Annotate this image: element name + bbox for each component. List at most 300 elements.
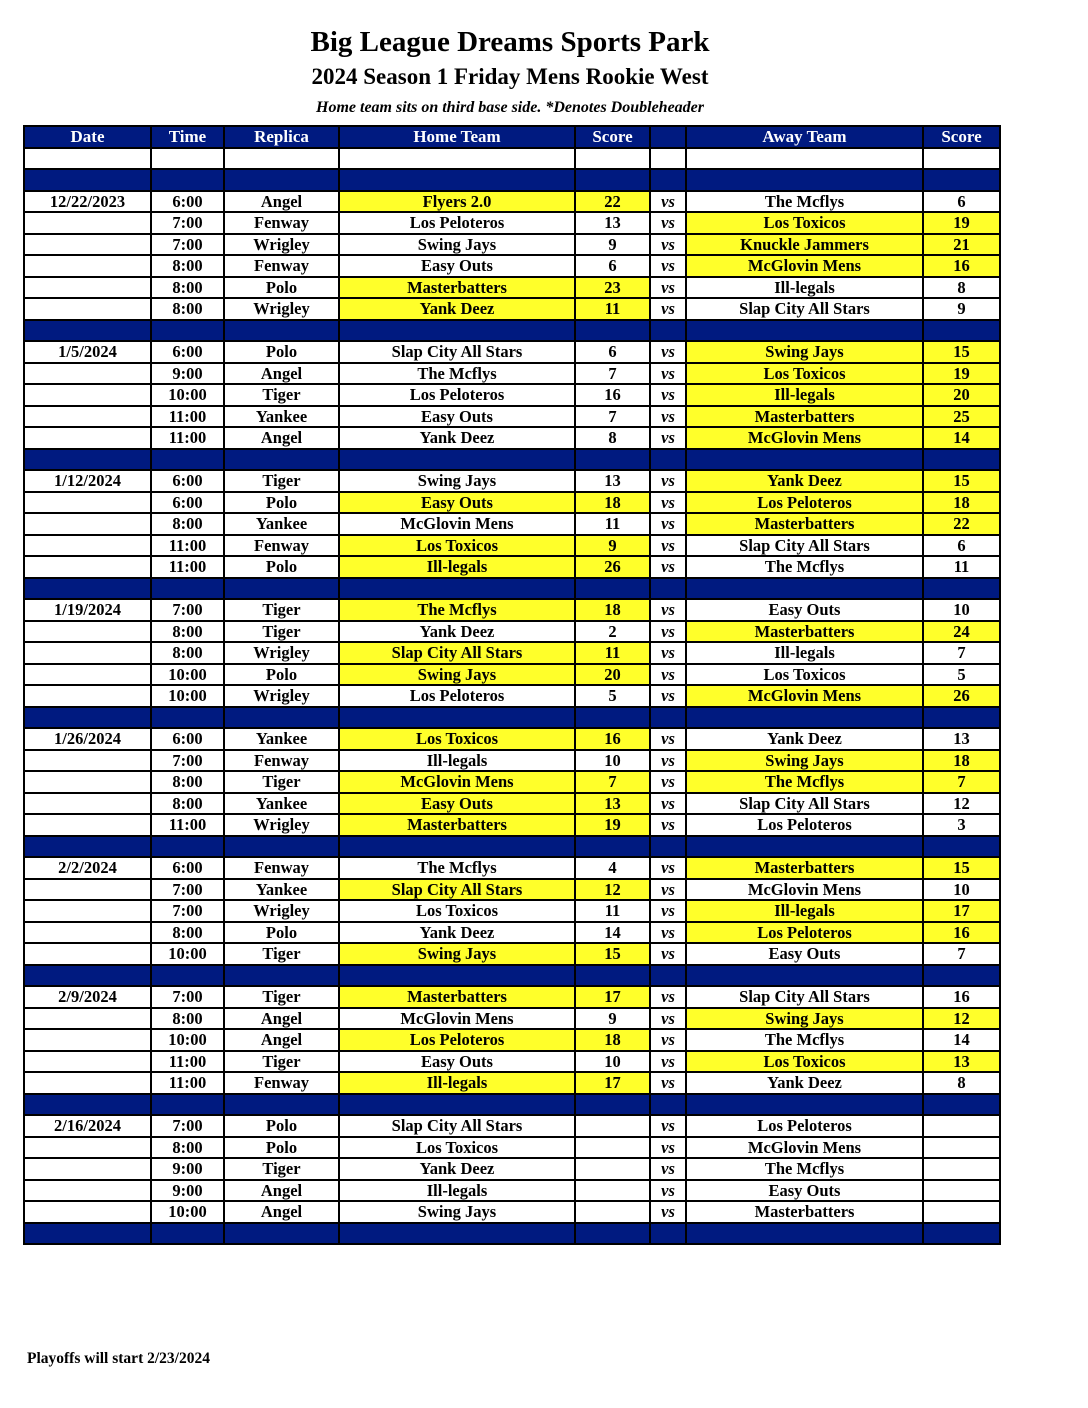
away-team: Slap City All Stars [686,793,923,815]
away-team: Ill-legals [686,642,923,664]
game-replica: Angel [224,1201,339,1223]
week-separator-cell [339,1223,575,1245]
game-replica: Polo [224,277,339,299]
schedule-table [23,125,1001,1245]
game-row [24,212,1000,234]
game-time: 8:00 [151,922,224,944]
game-row [24,750,1000,772]
game-time: 6:00 [151,492,224,514]
game-replica: Yankee [224,513,339,535]
week-separator [24,578,1000,600]
away-score [923,1201,1000,1223]
home-team: Easy Outs [339,492,575,514]
game-time: 9:00 [151,363,224,385]
home-team: The Mcflys [339,363,575,385]
game-row [24,900,1000,922]
away-score [923,1137,1000,1159]
week-separator-cell [575,169,650,191]
game-time: 9:00 [151,1180,224,1202]
home-team: Los Peloteros [339,685,575,707]
away-team: Easy Outs [686,1180,923,1202]
home-team: Flyers 2.0 [339,191,575,213]
week-separator-cell [575,449,650,471]
game-time: 8:00 [151,513,224,535]
game-date [24,1008,151,1030]
away-score: 13 [923,728,1000,750]
vs-label: vs [650,1201,686,1223]
game-replica: Yankee [224,793,339,815]
game-date [24,1029,151,1051]
away-score: 8 [923,1072,1000,1094]
home-score: 7 [575,771,650,793]
game-date [24,1180,151,1202]
game-row [24,535,1000,557]
home-team: Swing Jays [339,234,575,256]
game-date: 12/22/2023 [24,191,151,213]
game-replica: Fenway [224,750,339,772]
vs-label: vs [650,1008,686,1030]
week-separator-cell [24,320,151,342]
week-separator-cell [650,1223,686,1245]
game-date [24,642,151,664]
away-score: 18 [923,492,1000,514]
game-date [24,879,151,901]
game-replica: Tiger [224,384,339,406]
game-row [24,406,1000,428]
game-row [24,922,1000,944]
home-score: 11 [575,900,650,922]
game-date: 1/5/2024 [24,341,151,363]
game-replica: Angel [224,1029,339,1051]
game-row [24,470,1000,492]
away-team: McGlovin Mens [686,255,923,277]
week-separator-cell [224,1223,339,1245]
week-separator-cell [224,320,339,342]
away-score: 15 [923,341,1000,363]
game-time: 10:00 [151,685,224,707]
game-replica: Tiger [224,771,339,793]
week-separator-cell [24,169,151,191]
blank-row-cell [224,148,339,170]
vs-label: vs [650,599,686,621]
home-score: 13 [575,470,650,492]
week-separator-cell [224,1094,339,1116]
week-separator [24,965,1000,987]
week-separator [24,836,1000,858]
week-separator-cell [24,836,151,858]
game-time: 11:00 [151,814,224,836]
home-team: Easy Outs [339,793,575,815]
game-replica: Wrigley [224,900,339,922]
vs-label: vs [650,406,686,428]
home-team: Los Peloteros [339,1029,575,1051]
game-row [24,277,1000,299]
home-score: 8 [575,427,650,449]
home-score: 13 [575,212,650,234]
game-replica: Tiger [224,1158,339,1180]
game-date [24,1072,151,1094]
away-team: Los Peloteros [686,492,923,514]
game-date [24,556,151,578]
vs-label: vs [650,814,686,836]
away-team: Masterbatters [686,621,923,643]
vs-label: vs [650,750,686,772]
week-separator-cell [224,449,339,471]
home-score [575,1180,650,1202]
home-score: 15 [575,943,650,965]
home-score: 18 [575,492,650,514]
away-team: Swing Jays [686,341,923,363]
game-row [24,1201,1000,1223]
game-time: 7:00 [151,750,224,772]
away-score: 17 [923,900,1000,922]
home-score: 4 [575,857,650,879]
home-score: 11 [575,642,650,664]
game-time: 7:00 [151,900,224,922]
game-replica: Tiger [224,986,339,1008]
game-row [24,1115,1000,1137]
away-score: 10 [923,599,1000,621]
game-time: 7:00 [151,234,224,256]
game-replica: Tiger [224,621,339,643]
game-time: 7:00 [151,212,224,234]
away-team: The Mcflys [686,771,923,793]
game-date: 1/19/2024 [24,599,151,621]
vs-label: vs [650,212,686,234]
game-replica: Tiger [224,943,339,965]
vs-label: vs [650,642,686,664]
game-row [24,857,1000,879]
home-score: 23 [575,277,650,299]
game-time: 9:00 [151,1158,224,1180]
game-time: 8:00 [151,793,224,815]
vs-label: vs [650,728,686,750]
blank-row-cell [650,148,686,170]
game-row [24,1158,1000,1180]
home-score: 16 [575,728,650,750]
vs-label: vs [650,341,686,363]
blank-row-cell [923,148,1000,170]
away-team: Slap City All Stars [686,986,923,1008]
game-replica: Fenway [224,857,339,879]
away-score: 16 [923,986,1000,1008]
away-score: 19 [923,212,1000,234]
game-row [24,621,1000,643]
vs-label: vs [650,793,686,815]
game-row [24,1051,1000,1073]
home-score: 12 [575,879,650,901]
home-team: Swing Jays [339,470,575,492]
game-time: 11:00 [151,535,224,557]
week-separator-cell [575,707,650,729]
game-time: 6:00 [151,470,224,492]
week-separator-cell [339,578,575,600]
home-team: Masterbatters [339,986,575,1008]
away-score: 14 [923,427,1000,449]
home-team: Yank Deez [339,922,575,944]
game-date [24,427,151,449]
vs-label: vs [650,1029,686,1051]
blank-row-cell [24,148,151,170]
game-row [24,1072,1000,1094]
home-team: Ill-legals [339,750,575,772]
game-row [24,986,1000,1008]
game-replica: Angel [224,1008,339,1030]
game-time: 8:00 [151,642,224,664]
home-team: Los Toxicos [339,535,575,557]
game-time: 11:00 [151,1072,224,1094]
game-date [24,277,151,299]
vs-label: vs [650,1137,686,1159]
away-score: 9 [923,298,1000,320]
home-team: Ill-legals [339,1180,575,1202]
game-date [24,943,151,965]
blank-row-cell [151,148,224,170]
game-date [24,406,151,428]
week-separator-cell [575,1094,650,1116]
vs-label: vs [650,1072,686,1094]
game-replica: Polo [224,556,339,578]
home-team: Swing Jays [339,664,575,686]
away-team: McGlovin Mens [686,427,923,449]
week-separator-cell [224,707,339,729]
away-score: 13 [923,1051,1000,1073]
home-team: McGlovin Mens [339,771,575,793]
game-date: 2/16/2024 [24,1115,151,1137]
game-date [24,1201,151,1223]
game-row [24,1180,1000,1202]
game-time: 10:00 [151,943,224,965]
away-team: McGlovin Mens [686,879,923,901]
game-time: 7:00 [151,879,224,901]
game-date [24,793,151,815]
away-team: Masterbatters [686,1201,923,1223]
game-replica: Fenway [224,212,339,234]
home-score: 5 [575,685,650,707]
vs-label: vs [650,234,686,256]
game-replica: Polo [224,1115,339,1137]
game-replica: Yankee [224,406,339,428]
game-replica: Yankee [224,728,339,750]
away-team: Masterbatters [686,857,923,879]
game-date [24,900,151,922]
home-team: Swing Jays [339,943,575,965]
home-team: Ill-legals [339,1072,575,1094]
home-score: 6 [575,341,650,363]
week-separator-cell [24,449,151,471]
vs-label: vs [650,363,686,385]
game-time: 7:00 [151,1115,224,1137]
home-team: Los Toxicos [339,1137,575,1159]
away-score: 12 [923,1008,1000,1030]
game-replica: Polo [224,492,339,514]
away-score: 16 [923,255,1000,277]
away-score: 6 [923,191,1000,213]
away-team: The Mcflys [686,191,923,213]
page-title: Big League Dreams Sports Park [310,26,710,58]
home-team: Slap City All Stars [339,341,575,363]
game-row [24,191,1000,213]
away-team: Masterbatters [686,406,923,428]
week-separator-cell [575,836,650,858]
week-separator-cell [24,1223,151,1245]
week-separator-cell [151,320,224,342]
game-date [24,664,151,686]
week-separator-cell [575,965,650,987]
week-separator-cell [686,578,923,600]
away-team: Yank Deez [686,1072,923,1094]
week-separator-cell [24,578,151,600]
vs-label: vs [650,427,686,449]
game-replica: Tiger [224,470,339,492]
home-score: 11 [575,298,650,320]
game-row [24,642,1000,664]
away-score: 12 [923,793,1000,815]
week-separator-cell [224,169,339,191]
week-separator-cell [923,965,1000,987]
blank-row [24,148,1000,170]
vs-label: vs [650,1115,686,1137]
game-time: 10:00 [151,1029,224,1051]
week-separator-cell [151,965,224,987]
season-subtitle: 2024 Season 1 Friday Mens Rookie West [311,64,709,89]
game-replica: Wrigley [224,298,339,320]
game-time: 11:00 [151,1051,224,1073]
game-row [24,1008,1000,1030]
vs-label: vs [650,664,686,686]
game-time: 11:00 [151,406,224,428]
away-score: 5 [923,664,1000,686]
col-away-score: Score [923,126,1000,148]
game-row [24,363,1000,385]
week-separator-cell [339,169,575,191]
col-away-team: Away Team [686,126,923,148]
away-score: 19 [923,363,1000,385]
away-score: 10 [923,879,1000,901]
home-team: Slap City All Stars [339,642,575,664]
vs-label: vs [650,1051,686,1073]
week-separator [24,707,1000,729]
week-separator-cell [686,1223,923,1245]
home-score [575,1115,650,1137]
away-team: Slap City All Stars [686,298,923,320]
vs-label: vs [650,556,686,578]
away-score: 7 [923,771,1000,793]
week-separator-cell [24,965,151,987]
week-separator [24,320,1000,342]
week-separator-cell [686,965,923,987]
game-row [24,728,1000,750]
away-team: Knuckle Jammers [686,234,923,256]
playoffs-note: Playoffs will start 2/23/2024 [27,1350,210,1367]
week-separator-cell [686,169,923,191]
game-time: 6:00 [151,341,224,363]
game-date [24,771,151,793]
game-replica: Polo [224,922,339,944]
vs-label: vs [650,857,686,879]
away-score: 7 [923,943,1000,965]
game-time: 10:00 [151,664,224,686]
schedule-note: Home team sits on third base side. *Denotes Doubleheader [316,99,704,116]
week-separator-cell [923,1094,1000,1116]
away-team: Los Toxicos [686,1051,923,1073]
game-row [24,384,1000,406]
game-time: 8:00 [151,1008,224,1030]
week-separator-cell [575,578,650,600]
home-score: 13 [575,793,650,815]
col-home-team: Home Team [339,126,575,148]
game-row [24,685,1000,707]
week-separator-cell [686,1094,923,1116]
game-date [24,492,151,514]
home-score: 18 [575,1029,650,1051]
game-time: 10:00 [151,1201,224,1223]
game-time: 8:00 [151,771,224,793]
vs-label: vs [650,298,686,320]
col-date: Date [24,126,151,148]
game-replica: Fenway [224,535,339,557]
home-team: McGlovin Mens [339,513,575,535]
vs-label: vs [650,685,686,707]
game-replica: Fenway [224,1072,339,1094]
away-score: 3 [923,814,1000,836]
game-replica: Angel [224,363,339,385]
week-separator [24,449,1000,471]
game-time: 6:00 [151,191,224,213]
col-home-score: Score [575,126,650,148]
away-team: Los Peloteros [686,814,923,836]
home-team: Slap City All Stars [339,1115,575,1137]
game-row [24,1029,1000,1051]
home-team: The Mcflys [339,857,575,879]
away-score: 16 [923,922,1000,944]
home-team: Ill-legals [339,556,575,578]
away-score: 24 [923,621,1000,643]
week-separator-cell [923,449,1000,471]
home-score: 9 [575,535,650,557]
away-team: Easy Outs [686,943,923,965]
game-date [24,750,151,772]
home-score: 20 [575,664,650,686]
schedule-body [24,148,1000,1245]
away-team: The Mcflys [686,1158,923,1180]
game-date [24,384,151,406]
game-row [24,664,1000,686]
home-score: 2 [575,621,650,643]
away-team: Easy Outs [686,599,923,621]
vs-label: vs [650,384,686,406]
week-separator-cell [686,320,923,342]
vs-label: vs [650,900,686,922]
home-score: 22 [575,191,650,213]
week-separator-cell [650,578,686,600]
week-separator-cell [224,578,339,600]
game-replica: Yankee [224,879,339,901]
week-separator-cell [151,169,224,191]
col-replica: Replica [224,126,339,148]
game-replica: Polo [224,1137,339,1159]
game-time: 6:00 [151,857,224,879]
away-score: 21 [923,234,1000,256]
week-separator-cell [151,1223,224,1245]
week-separator-cell [151,836,224,858]
away-score: 22 [923,513,1000,535]
game-date [24,255,151,277]
home-team: Yank Deez [339,427,575,449]
home-score: 9 [575,234,650,256]
game-date [24,298,151,320]
vs-label: vs [650,1158,686,1180]
